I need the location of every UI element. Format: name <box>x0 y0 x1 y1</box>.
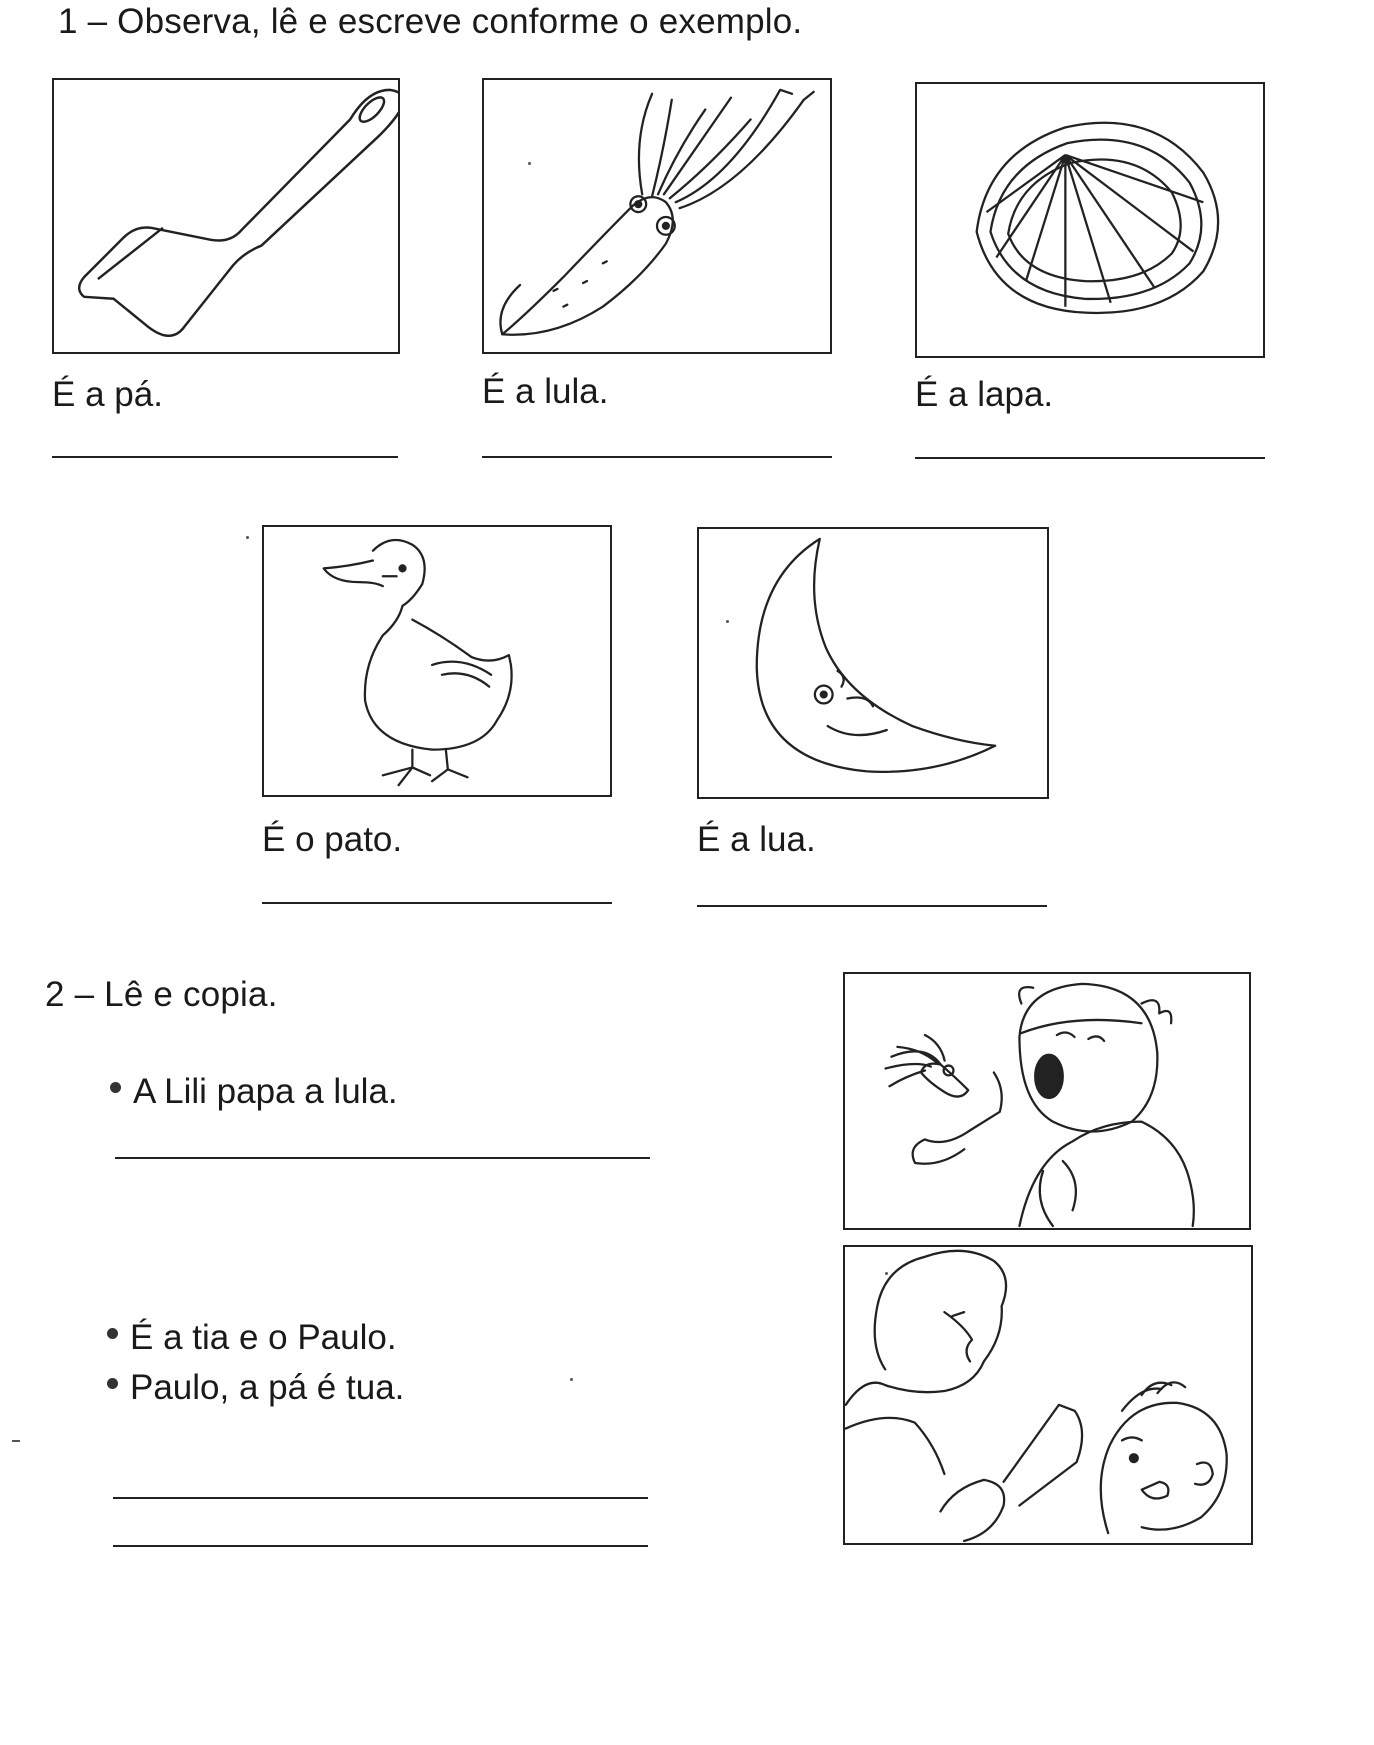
caption-limpet: É a lapa. <box>915 375 1054 414</box>
picture-frame-squid <box>482 78 832 354</box>
squid-icon <box>484 80 830 352</box>
picture-frame-girl <box>843 972 1251 1230</box>
caption-duck: É o pato. <box>262 820 403 859</box>
picture-frame-aunt-paulo <box>843 1245 1253 1545</box>
answer-line-shovel[interactable] <box>52 456 398 458</box>
sentence-tia-text: É a tia e o Paulo. <box>130 1318 397 1357</box>
limpet-shell-icon <box>917 84 1263 356</box>
aunt-and-paulo-illustration <box>845 1247 1251 1543</box>
caption-moon: É a lua. <box>697 820 816 859</box>
answer-line-duck[interactable] <box>262 902 612 904</box>
answer-line-squid[interactable] <box>482 456 832 458</box>
scan-speck <box>726 620 729 623</box>
sentence-lili-text: A Lili papa a lula. <box>133 1072 398 1111</box>
answer-line-moon[interactable] <box>697 905 1047 907</box>
scan-speck <box>12 1440 20 1442</box>
duck-icon <box>264 527 610 795</box>
sentence-paulo-text: Paulo, a pá é tua. <box>130 1368 405 1407</box>
caption-squid: É a lula. <box>482 372 609 411</box>
moon-icon <box>699 529 1047 797</box>
sentence-paulo <box>107 1368 404 1408</box>
picture-frame-limpet <box>915 82 1265 358</box>
scan-speck <box>528 162 531 165</box>
bullet-icon <box>110 1082 121 1093</box>
girl-eating-squid-illustration <box>845 974 1249 1228</box>
caption-shovel: É a pá. <box>52 375 163 414</box>
bullet-icon <box>107 1378 118 1389</box>
bullet-icon <box>107 1328 118 1339</box>
sentence-lili <box>110 1072 398 1112</box>
scan-speck <box>246 536 249 539</box>
exercise-2-title: 2 – Lê e copia. <box>45 975 278 1014</box>
scan-speck <box>570 1378 573 1381</box>
picture-frame-shovel <box>52 78 400 354</box>
exercise-1-title: 1 – Observa, lê e escreve conforme o exemplo. <box>58 2 803 41</box>
shovel-icon <box>54 80 398 352</box>
scan-speck <box>885 1272 888 1275</box>
picture-frame-moon <box>697 527 1049 799</box>
copy-line-3[interactable] <box>113 1545 648 1547</box>
copy-line-1[interactable] <box>115 1157 650 1159</box>
answer-line-limpet[interactable] <box>915 457 1265 459</box>
copy-line-2[interactable] <box>113 1497 648 1499</box>
sentence-tia <box>107 1318 397 1358</box>
picture-frame-duck <box>262 525 612 797</box>
